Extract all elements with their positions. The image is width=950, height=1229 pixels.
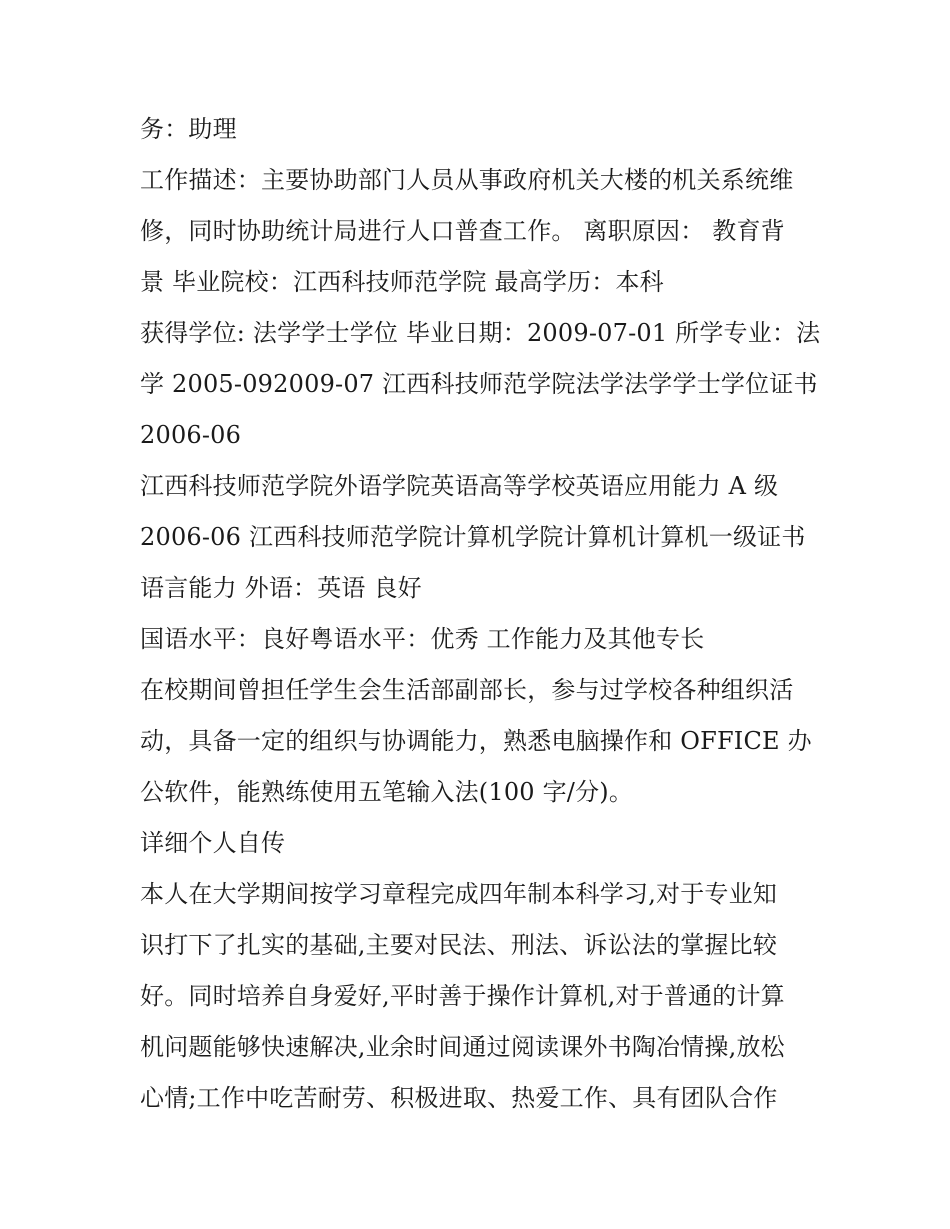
text-line: 心情;工作中吃苦耐劳、积极进取、热爱工作、具有团队合作 — [140, 1084, 778, 1112]
text-line: 本人在大学期间按学习章程完成四年制本科学习,对于专业知 — [140, 880, 778, 908]
text-line: 国语水平：良好粤语水平：优秀 工作能力及其他专长 — [140, 625, 705, 653]
text-line: 2006-06 — [140, 421, 242, 449]
text-line: 机问题能够快速解决,业余时间通过阅读课外书陶冶情操,放松 — [140, 1033, 785, 1061]
text-line: 务：助理 — [140, 115, 237, 143]
document-body — [140, 104, 820, 1124]
text-line: 好。同时培养自身爱好,平时善于操作计算机,对于普通的计算 — [140, 982, 785, 1010]
text-line: 动，具备一定的组织与协调能力，熟悉电脑操作和 OFFICE 办 — [140, 727, 812, 755]
text-line: 工作描述：主要协助部门人员从事政府机关大楼的机关系统维 — [140, 166, 794, 194]
text-line: 识打下了扎实的基础,主要对民法、刑法、诉讼法的掌握比较 — [140, 931, 778, 959]
text-line: 在校期间曾担任学生会生活部副部长，参与过学校各种组织活 — [140, 676, 794, 704]
text-line: 公软件，能熟练使用五笔输入法(100 字/分)。 — [140, 778, 634, 806]
text-line: 江西科技师范学院外语学院英语高等学校英语应用能力 A 级 — [140, 472, 779, 500]
text-line: 学 2005-092009-07 江西科技师范学院法学法学学士学位证书 — [140, 370, 818, 398]
text-line: 获得学位: 法学学士学位 毕业日期：2009-07-01 所学专业：法 — [140, 319, 821, 347]
text-line: 景 毕业院校：江西科技师范学院 最高学历：本科 — [140, 268, 664, 296]
text-line: 语言能力 外语：英语 良好 — [140, 574, 422, 602]
text-line: 修，同时协助统计局进行人口普查工作。 离职原因： 教育背 — [140, 217, 785, 245]
section-heading: 详细个人自传 — [140, 829, 286, 857]
text-line: 2006-06 江西科技师范学院计算机学院计算机计算机一级证书 — [140, 523, 806, 551]
